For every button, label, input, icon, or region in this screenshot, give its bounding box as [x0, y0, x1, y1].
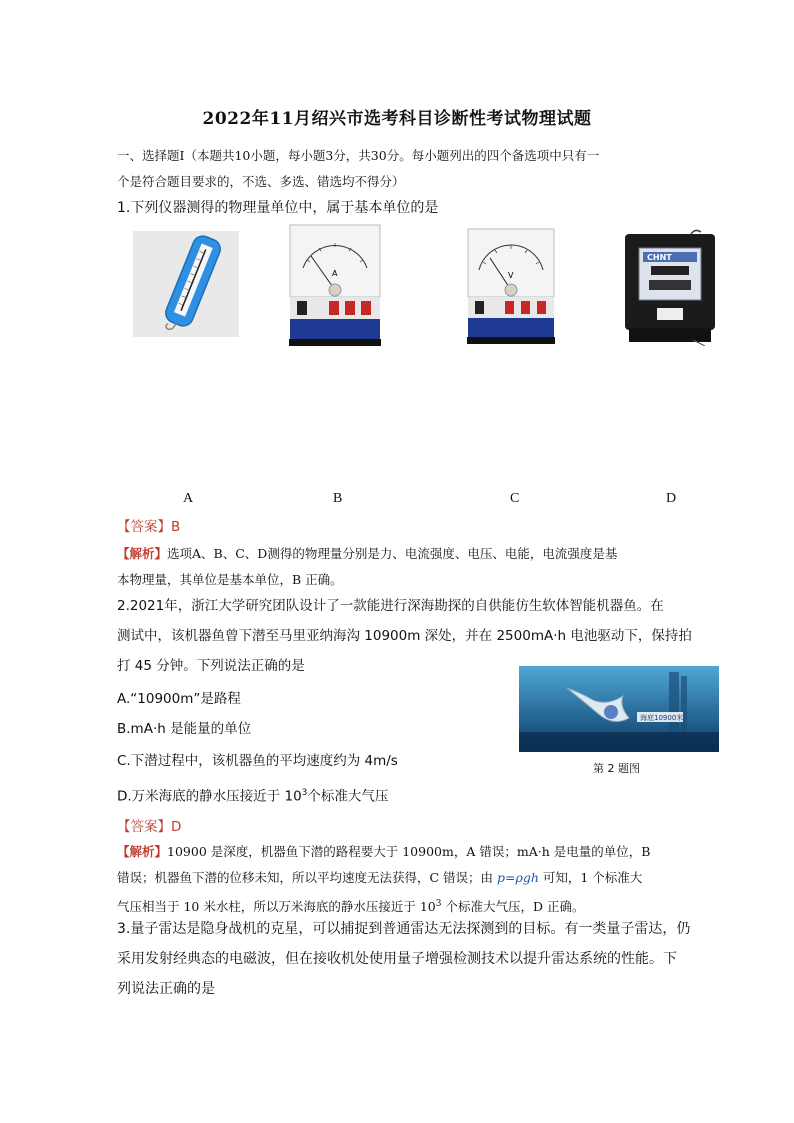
energy-meter-image — [623, 228, 717, 346]
section-line-2: 个是符合题目要求的，不选、多选、错选均不得分） — [117, 174, 405, 189]
section-line-1: 一、选择题Ⅰ（本题共10小题，每小题3分，共30分。每小题列出的四个备选项中只有一 — [117, 148, 600, 163]
q2-explanation — [117, 839, 707, 920]
q3-line-3: 列说法正确的是 — [117, 981, 215, 997]
meter-v-label: V — [508, 271, 514, 280]
q2-stem-line-3: 打 45 分钟。下列说法正确的是 — [117, 658, 305, 674]
q2-option-d — [117, 778, 388, 812]
section-header — [117, 143, 697, 195]
q3-line-1: 3.量子雷达是隐身战机的克星，可以捕捉到普通雷达无法探测到的目标。有一类量子雷达，仍 — [117, 921, 691, 937]
q1-exp-line-1: 选项A、B、C、D测得的物理量分别是力、电流强度、电压、电能，电流强度是基 — [167, 546, 618, 561]
robot-fish-icon — [519, 666, 719, 752]
meter-a-label: A — [332, 269, 338, 278]
q2-stem-line-2: 测试中，该机器鱼曾下潜至马里亚纳海沟 10900m 深处，并在 2500mA·h 电池驱动下，保持拍 — [117, 628, 692, 644]
q2-exp-formula: p=ρgh — [497, 870, 539, 885]
q2-option-d-text: D.万米海底的静水压接近于 10 — [117, 788, 302, 805]
q2-exp-line-2-end: 可知，1 个标准大 — [538, 870, 643, 885]
voltmeter-icon — [467, 228, 555, 344]
q1-exp-line-2: 本物理量，其单位是基本单位，B 正确。 — [117, 572, 343, 587]
figure-depth-label: 海底10900米 — [640, 714, 684, 722]
voltmeter-image — [467, 228, 555, 344]
q2-option-b: B.mA·h 是能量的单位 — [117, 721, 252, 737]
answer-value: D — [171, 819, 182, 835]
q2-exp-exponent: 3 — [435, 899, 442, 909]
ammeter-icon — [289, 224, 381, 346]
q2-exp-line-3: 气压相当于 10 米水柱，所以万米海底的静水压接近于 10 — [117, 899, 436, 915]
q1-explanation — [117, 541, 697, 593]
answer-tag: 【答案】 — [117, 519, 171, 535]
q2-option-a: A.“10900m”是路程 — [117, 691, 241, 707]
ammeter-image — [289, 224, 381, 346]
q1-option-a: A — [183, 491, 194, 506]
answer-tag: 【答案】 — [117, 819, 171, 835]
q1-option-b: B — [333, 491, 343, 506]
q1-option-d: D — [666, 491, 677, 506]
energy-meter-icon — [623, 228, 717, 346]
q2-option-d-text-end: 个标准大气压 — [307, 788, 389, 805]
q3-line-2: 采用发射经典态的电磁波，但在接收机处使用量子增强检测技术以提升雷达系统的性能。下 — [117, 951, 677, 967]
explanation-tag: 【解析】 — [117, 844, 168, 859]
answer-value: B — [171, 519, 181, 535]
q1-answer — [117, 515, 180, 535]
question-1-stem: 1.下列仪器测得的物理量单位中，属于基本单位的是 — [117, 200, 439, 216]
meter-brand-label: CHNT — [647, 253, 672, 262]
q2-exp-line-2: 错误；机器鱼下潜的位移未知，所以平均速度无法获得，C 错误；由 — [117, 870, 498, 885]
figure-caption: 第 2 题图 — [593, 762, 640, 775]
q2-exp-line-1: 10900 是深度，机器鱼下潜的路程要大于 10900m，A 错误；mA·h 是电量的单位，B — [167, 844, 651, 859]
robot-fish-figure — [519, 666, 719, 752]
explanation-tag: 【解析】 — [117, 546, 168, 561]
spring-scale-icon — [133, 231, 239, 337]
q2-answer — [117, 815, 181, 835]
q2-option-d-exponent: 3 — [301, 788, 308, 798]
question-3-stem — [117, 914, 717, 1004]
q2-exp-line-3-end: 个标准大气压，D 正确。 — [441, 899, 585, 915]
spring-scale-image — [133, 231, 239, 337]
q2-option-c: C.下潜过程中，该机器鱼的平均速度约为 4m/s — [117, 753, 398, 769]
page-title: 2022年11月绍兴市选考科目诊断性考试物理试题 — [202, 109, 592, 129]
q1-option-c: C — [510, 491, 520, 506]
q2-stem-line-1: 2.2021年，浙江大学研究团队设计了一款能进行深海勘探的自供能仿生软体智能机器鱼。在 — [117, 598, 664, 614]
